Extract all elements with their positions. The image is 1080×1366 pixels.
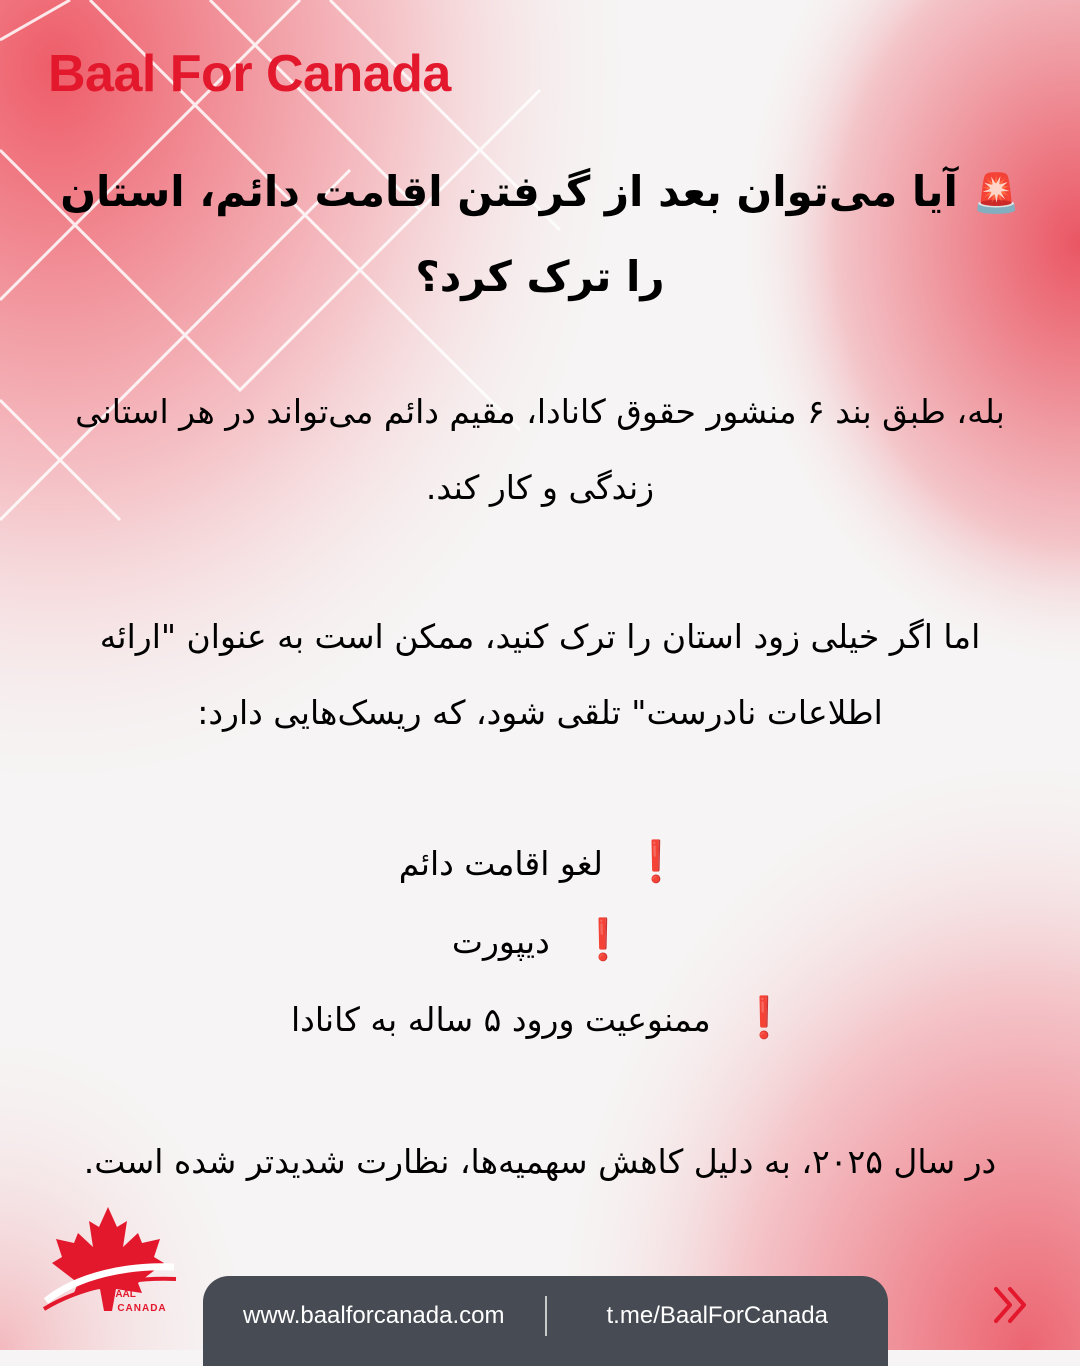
exclamation-icon: ❗ [578, 917, 629, 963]
paragraph-3: در سال ۲۰۲۵، به دلیل کاهش سهمیه‌ها، نظارت شدیدتر شده است. [83, 1142, 997, 1181]
list-item [40, 980, 1040, 1058]
website-link[interactable]: www.baalforcanada.com [243, 1302, 505, 1329]
logo-text-baal: BAAL [108, 1289, 136, 1300]
title-text: آیا می‌توان بعد از گرفتن اقامت دائم، استان را ترک کرد؟ [60, 167, 958, 301]
siren-icon: 🚨 [972, 171, 1020, 215]
risk-text: دیپورت [451, 922, 550, 961]
exclamation-icon: ❗ [739, 995, 789, 1041]
risk-text: لغو اقامت دائم [398, 844, 603, 883]
double-chevron-right-icon[interactable] [990, 1283, 1034, 1327]
list-item [40, 824, 1040, 902]
exclamation-icon: ❗ [631, 839, 682, 885]
telegram-link[interactable]: t.me/BaalForCanada [606, 1302, 828, 1329]
logo-text-canada: CANADA [117, 1303, 167, 1314]
page-title [60, 150, 1020, 319]
brand-title: Baal For Canada [48, 45, 451, 103]
paragraph-1: بله، طبق بند ۶ منشور حقوق کانادا، مقیم دائم می‌تواند در هر استانی زندگی و کار کند. [75, 392, 1005, 507]
footer-bar [203, 1276, 888, 1366]
risk-text: ممنوعیت ورود ۵ ساله به کانادا [290, 1000, 711, 1039]
maple-leaf-icon [38, 1205, 178, 1320]
risk-list [40, 824, 1040, 1058]
paragraph-2: اما اگر خیلی زود استان را ترک کنید، ممکن است به عنوان "ارائه اطلاعات نادرست" تلقی شود، که ریسک‌هایی دارد: [99, 617, 981, 732]
list-item [40, 902, 1040, 980]
